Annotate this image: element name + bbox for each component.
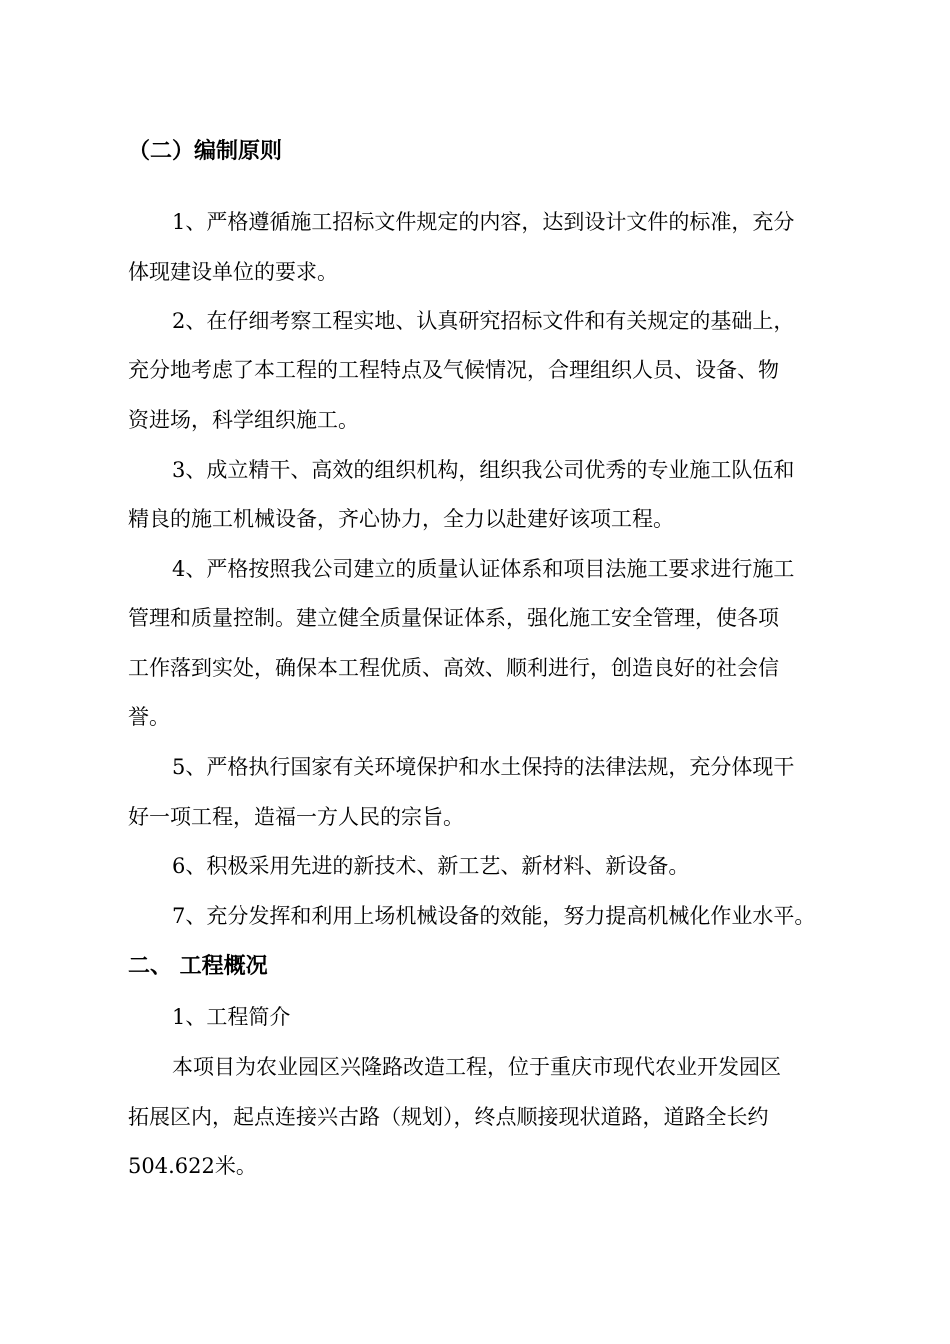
principle-4-line-2: 管理和质量控制。建立健全质量保证体系，强化施工安全管理，使各项 (128, 606, 779, 630)
principle-3-line-2: 精良的施工机械设备，齐心协力，全力以赴建好该项工程。 (128, 507, 674, 531)
principle-5-line-1: 5、严格执行国家有关环境保护和水土保持的法律法规，充分体现干 (172, 755, 795, 779)
intro-line-3: 504.622米。 (128, 1154, 257, 1178)
principle-4-line-4: 誉。 (128, 705, 170, 729)
principle-6-line-1: 6、积极采用先进的新技术、新工艺、新材料、新设备。 (172, 854, 690, 878)
principle-4-line-3: 工作落到实处，确保本工程优质、高效、顺利进行，创造良好的社会信 (128, 656, 779, 680)
intro-line-1: 本项目为农业园区兴隆路改造工程，位于重庆市现代农业开发园区 (172, 1055, 781, 1079)
principle-2-line-3: 资进场，科学组织施工。 (128, 408, 359, 432)
intro-line-2: 拓展区内，起点连接兴古路（规划），终点顺接现状道路，道路全长约 (128, 1105, 769, 1129)
principle-4-line-1: 4、严格按照我公司建立的质量认证体系和项目法施工要求进行施工 (172, 557, 795, 581)
principle-5-line-2: 好一项工程，造福一方人民的宗旨。 (128, 805, 464, 829)
principle-7-line-1: 7、充分发挥和利用上场机械设备的效能，努力提高机械化作业水平。 (172, 904, 816, 928)
principle-1-line-2: 体现建设单位的要求。 (128, 260, 338, 284)
section-heading: （二）编制原则 (128, 139, 283, 164)
principle-3-line-1: 3、成立精干、高效的组织机构，组织我公司优秀的专业施工队伍和 (172, 458, 795, 482)
principle-2-line-2: 充分地考虑了本工程的工程特点及气候情况，合理组织人员、设备、物 (128, 358, 779, 382)
chapter-heading: 二、 工程概况 (128, 954, 268, 979)
principle-1-line-1: 1、严格遵循施工招标文件规定的内容，达到设计文件的标准，充分 (172, 210, 795, 234)
principle-2-line-1: 2、在仔细考察工程实地、认真研究招标文件和有关规定的基础上， (172, 309, 795, 333)
subsection-heading: 1、工程简介 (172, 1005, 291, 1029)
